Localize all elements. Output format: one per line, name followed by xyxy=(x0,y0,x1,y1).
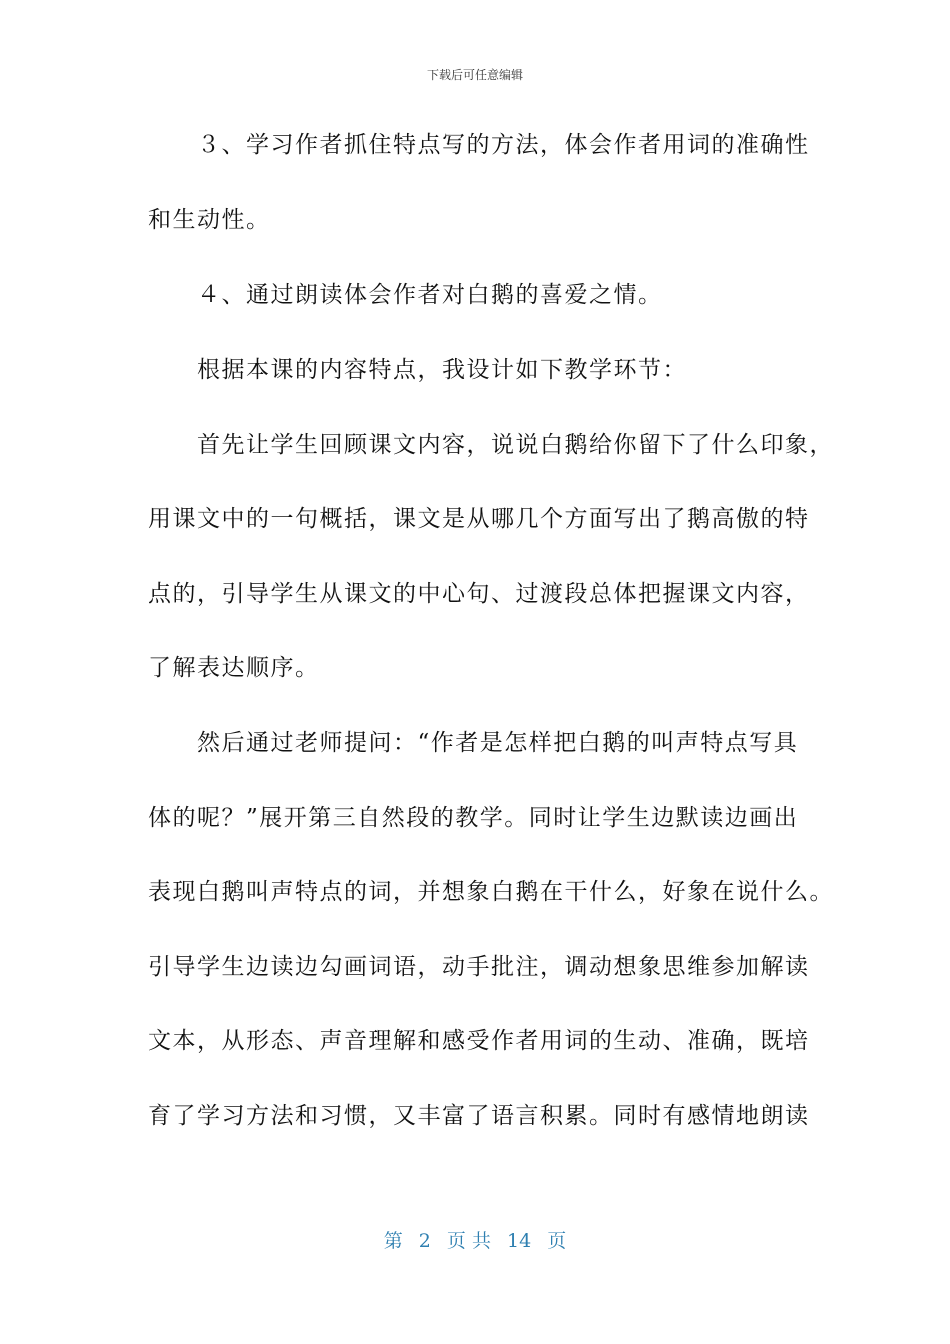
footer-current-page: 2 xyxy=(418,1230,431,1252)
body-line: 文本，从形态、声音理解和感受作者用词的生动、准确，既培 xyxy=(148,1028,810,1054)
body-line: 体的呢？”展开第三自然段的教学。同时让学生边默读边画出 xyxy=(148,805,799,831)
body-line: 表现白鹅叫声特点的词，并想象白鹅在干什么，好象在说什么。 xyxy=(148,879,834,905)
body-line: ４、通过朗读体会作者对白鹅的喜爱之情。 xyxy=(148,282,663,308)
body-line: 引导学生边读边勾画词语，动手批注，调动想象思维参加解读 xyxy=(148,954,810,980)
body-line: 育了学习方法和习惯，又丰富了语言积累。同时有感情地朗读 xyxy=(148,1103,810,1129)
footer-suffix: 页 xyxy=(547,1230,567,1252)
body-line: 然后通过老师提问：“作者是怎样把白鹅的叫声特点写具 xyxy=(148,730,799,756)
body-line: 和生动性。 xyxy=(148,207,271,233)
body-line: 根据本课的内容特点，我设计如下教学环节： xyxy=(148,357,687,383)
body-line: 点的，引导学生从课文的中心句、过渡段总体把握课文内容， xyxy=(148,581,810,607)
body-line: 了解表达顺序。 xyxy=(148,655,320,681)
page-footer xyxy=(0,1226,950,1253)
footer-total-pages: 14 xyxy=(507,1230,532,1252)
body-line: 用课文中的一句概括，课文是从哪几个方面写出了鹅高傲的特 xyxy=(148,506,810,532)
body-line: ３、学习作者抓住特点写的方法，体会作者用词的准确性 xyxy=(148,132,810,158)
footer-prefix: 第 xyxy=(383,1230,403,1252)
page-header: 下载后可任意编辑 xyxy=(426,68,523,82)
body-line: 首先让学生回顾课文内容，说说白鹅给你留下了什么印象， xyxy=(148,432,834,458)
footer-middle: 页 共 xyxy=(446,1230,491,1252)
